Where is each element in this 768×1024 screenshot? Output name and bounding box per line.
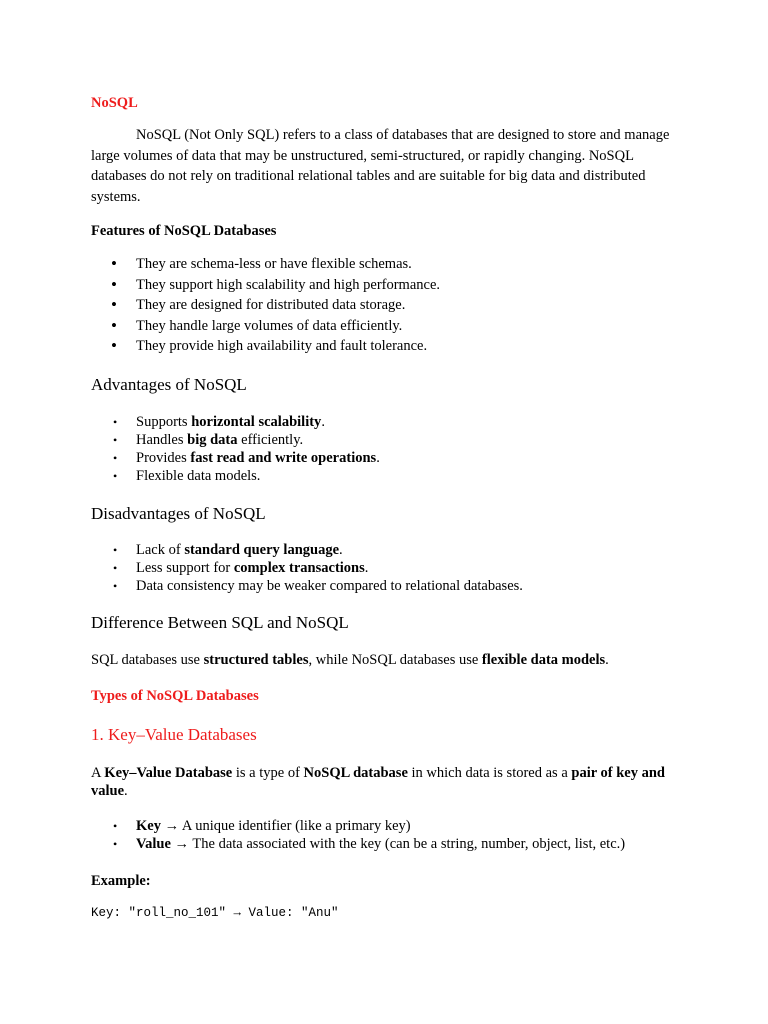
item-text: The data associated with the key (can be a string, number, object, list, etc.) (192, 836, 626, 852)
list-item (91, 449, 681, 467)
example-code: Key: "roll_no_101" → Value: "Anu" (91, 906, 339, 920)
list-item (91, 541, 711, 559)
types-heading: Types of NoSQL Databases (91, 688, 259, 704)
list-item: • They support high scalability and high performance. (91, 275, 681, 296)
item-text: efficiently. (237, 432, 304, 448)
paragraph-text: SQL databases use (91, 652, 204, 668)
list-item (91, 559, 711, 577)
item-bold-text: fast read and write operations (190, 450, 377, 466)
features-heading: Features of NoSQL Databases (91, 223, 277, 239)
item-text: . (376, 450, 380, 466)
paragraph-bold-text: pair of key and value (91, 765, 665, 799)
advantages-heading: Advantages of NoSQL (91, 375, 247, 394)
list-item (91, 431, 681, 449)
paragraph-bold-text: flexible data models (481, 652, 606, 668)
paragraph-bold-text: NoSQL database (303, 765, 408, 781)
item-text: Less support for (136, 560, 234, 576)
paragraph-text: in which data is stored as a (407, 765, 572, 781)
list-item (91, 835, 711, 853)
intro-text: NoSQL (Not Only SQL) refers to a class of databases that are designed to store and manage large volumes of data that may be unstructured, semi-structured, or rapidly changing. NoSQL databases do not rely on traditional relational tables and are suitable for big data and distributed systems. (91, 127, 670, 205)
features-list (91, 254, 681, 357)
disadvantages-heading: Disadvantages of NoSQL (91, 504, 266, 523)
kv-heading: 1. Key–Value Databases (91, 725, 257, 744)
paragraph-text: . (605, 652, 609, 668)
item-text: . (364, 560, 369, 576)
advantages-list (91, 413, 681, 485)
item-text: A unique identifier (like a primary key) (181, 818, 411, 834)
list-item (91, 817, 711, 835)
disadvantages-list (91, 541, 711, 595)
item-bold-text: big data (187, 432, 238, 448)
paragraph-bold-text: Key–Value Database (104, 765, 233, 781)
paragraph-text: A (91, 765, 105, 781)
paragraph-text: , while NoSQL databases use (308, 652, 482, 668)
item-bold-text: horizontal scalability (191, 414, 322, 430)
kv-list (91, 817, 711, 853)
paragraph-text: is a type of (232, 765, 304, 781)
item-text: Flexible data models. (136, 468, 261, 484)
intro-paragraph (91, 125, 681, 207)
list-item: • They are designed for distributed data storage. (91, 295, 681, 316)
list-item: • They handle large volumes of data efficiently. (91, 316, 681, 337)
item-text: Lack of (136, 542, 185, 558)
difference-heading: Difference Between SQL and NoSQL (91, 613, 349, 632)
difference-paragraph (91, 650, 681, 671)
item-text: . (339, 542, 343, 558)
arrow-icon: → (160, 818, 182, 834)
doc-title: NoSQL (91, 95, 138, 111)
item-bold-text: Value (136, 836, 171, 852)
item-text: Handles (136, 432, 188, 448)
kv-paragraph (91, 764, 681, 800)
list-item (91, 577, 711, 595)
item-text: Supports (136, 414, 192, 430)
paragraph-bold-text: structured tables (203, 652, 309, 668)
list-item (91, 413, 681, 431)
item-bold-text: complex transactions (233, 560, 365, 576)
list-item: • They provide high availability and fault tolerance. (91, 336, 681, 357)
item-text: . (321, 414, 325, 430)
list-item: • They are schema-less or have flexible schemas. (91, 254, 681, 275)
list-item (91, 467, 681, 485)
paragraph-text: . (124, 783, 128, 799)
item-bold-text: Key (136, 818, 161, 834)
item-text: Provides (136, 450, 191, 466)
item-text: Data consistency may be weaker compared to relational databases. (136, 578, 523, 594)
arrow-icon: → (170, 836, 193, 852)
example-label: Example: (91, 873, 151, 889)
item-bold-text: standard query language (184, 542, 340, 558)
